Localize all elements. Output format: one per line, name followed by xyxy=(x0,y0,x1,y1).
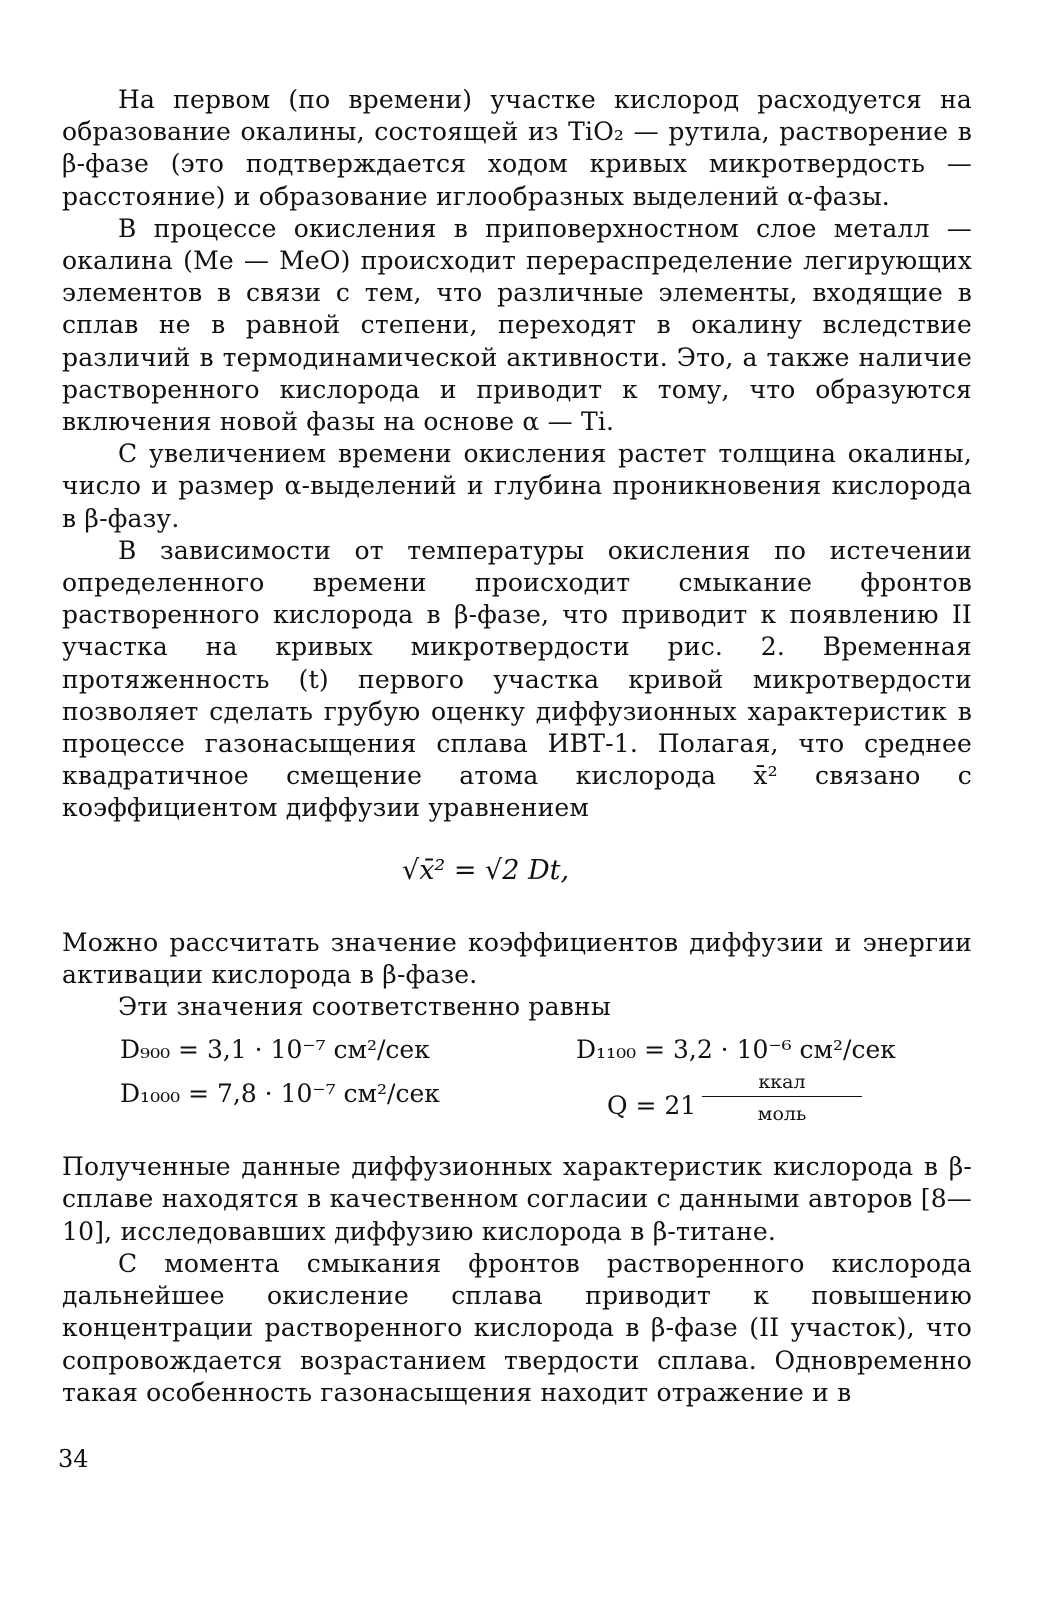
paragraph-2: В процессе окисления в приповерхностном слое металл — окалина (Me — MeO) происходит перераспределение легирующих элементов в связи с тем, что различные элементы, входящие в сплав не в равной степени, переходят в окалину вследствие различий в термодинамической активности. Это, а также наличие растворенного кислорода и приводит к тому, что образуются включения новой фазы на основе α — Ti. xyxy=(62,213,972,437)
diffusion-formula xyxy=(62,833,972,925)
q-denominator: моль xyxy=(757,1103,807,1126)
paragraph-7: С момента смыкания фронтов растворенного кислорода дальнейшее окисление сплава приводит к повышению концентрации растворенного кислорода в β-фазе (II участок), что сопровождается возрастанием твердости сплава. Одновременно такая особенность газонасыщения находит отражение и в xyxy=(62,1248,972,1407)
paragraph-4: В зависимости от температуры окисления по истечении определенного времени происходит смыкание фронтов растворенного кислорода в β-фазе, что приводит к появлению II участка на кривых микротвердости рис. 2. Временная протяженность (t) первого участка кривой микротвердости позволяет сделать грубую оценку диффузионных характеристик в процессе газонасыщения сплава ИВТ-1. Полагая, что среднее квадратичное смещение атома кислорода x̄² связано с коэффициентом диффузии уравнением xyxy=(62,535,972,823)
value-q: Q = 21 xyxy=(607,1091,697,1121)
q-fraction xyxy=(702,1071,862,1125)
values-intro: Эти значения соответственно равны xyxy=(118,992,611,1022)
formula-text: √x̄² = √2 Dt, xyxy=(402,854,570,886)
page-body xyxy=(62,84,972,1409)
paragraph-1: На первом (по времени) участке кислород расходуется на образование окалины, состоящей из TiO₂ — рутила, растворение в β-фазе (это подтверждается ходом кривых микротвердость — расстояние) и образование иглообразных выделений α-фазы. xyxy=(62,85,972,211)
diffusion-values xyxy=(62,1031,972,1151)
q-numerator: ккал xyxy=(702,1071,862,1097)
value-d1100: D₁₁₀₀ = 3,2 · 10⁻⁶ см²/сек xyxy=(576,1035,896,1065)
page-number: 34 xyxy=(58,1445,89,1473)
paragraph-3: С увеличением времени окисления растет толщина окалины, число и размер α-выделений и глубина проникновения кислорода в β-фазу. xyxy=(62,439,972,533)
paragraph-6: Полученные данные диффузионных характеристик кислорода в β-сплаве находятся в качественном согласии с данными авторов [8—10], исследовавших диффузию кислорода в β-титане. xyxy=(62,1152,972,1246)
value-d900: D₉₀₀ = 3,1 · 10⁻⁷ см²/сек xyxy=(120,1035,430,1065)
paragraph-5: Можно рассчитать значение коэффициентов диффузии и энергии активации кислорода в β-фазе. xyxy=(62,927,972,989)
value-d1000: D₁₀₀₀ = 7,8 · 10⁻⁷ см²/сек xyxy=(120,1079,440,1109)
